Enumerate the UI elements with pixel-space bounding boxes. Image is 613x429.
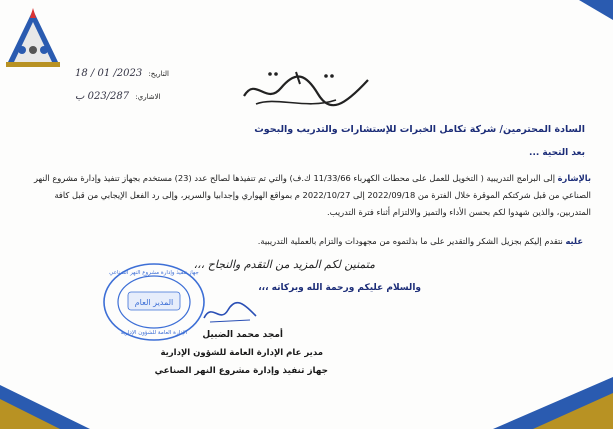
body-paragraph bbox=[19, 170, 591, 221]
greeting-line: بعد التحية ... bbox=[529, 148, 585, 158]
date-value: 2023/ 01 / 18 bbox=[75, 68, 143, 79]
reference-field bbox=[75, 91, 161, 102]
official-stamp bbox=[102, 262, 206, 342]
stamp-ring-text: جهاز تنفيذ وإدارة مشروع النهر الصناعي bbox=[109, 270, 199, 276]
signatory-position: مدير عام الإدارة العامة للشؤون الإدارية bbox=[160, 348, 323, 358]
corner-decoration-top-right bbox=[579, 0, 613, 20]
handwritten-signature bbox=[200, 298, 260, 328]
stamp-center-text: المدير العام bbox=[134, 298, 174, 307]
closing-line: والسلام عليكم ورحمة الله وبركاته ،،، bbox=[258, 283, 421, 293]
body-text: إلى البرامج التدريبية ( التخويل للعمل على محطات الكهرباء 11/33/66 ك.ف) والتي تم تنفيذها لصالح عدد (23) مستخدم بجهاز تنفيذ وإدارة مشروع النهر الصناعي من قبل شركتكم الموقرة خلال الفترة من 2022/09/18 إلى 2022/10/27 م بمواقع الهواري وإجدابيا والسرير، وإلى رد الفعل الإيجابي من قبل كافة المتدربين، والذين شهدوا لكم بحسن الأداء والتميز والالتزام أثناء فترة التدريب. bbox=[33, 173, 591, 217]
company-logo-icon bbox=[0, 0, 66, 72]
date-field bbox=[75, 68, 169, 79]
thanks-lead-word: عليه bbox=[565, 236, 583, 246]
date-label: التاريخ: bbox=[148, 70, 169, 78]
thanks-text: نتقدم إليكم بجزيل الشكر والتقدير على ما بذلتموه من مجهودات والتزام بالعملية التدريبية. bbox=[257, 236, 566, 246]
thanks-paragraph bbox=[258, 236, 583, 246]
stamp-bottom-text: الإدارة العامة للشؤون الإدارية bbox=[120, 330, 188, 336]
body-lead-word: بالإشارة bbox=[557, 173, 591, 183]
corner-decoration-bottom-left-gold bbox=[0, 399, 60, 429]
reference-label: الاشاري: bbox=[135, 93, 161, 101]
signatory-organization: جهاز تنفيذ وإدارة مشروع النهر الصناعي bbox=[154, 366, 328, 376]
handwritten-wishes: متمنين لكم المزيد من التقدم والنجاح ،،، bbox=[193, 258, 375, 271]
reference-value: 023/287 ب bbox=[75, 91, 130, 102]
thanks-title-calligraphy bbox=[236, 66, 376, 112]
corner-decoration-bottom-right-gold bbox=[533, 393, 613, 429]
addressee-line: السادة المحترمين/ شركة تكامل الخبرات للإستشارات والتدريب والبحوث bbox=[254, 124, 585, 135]
signatory-name: أمجد محمد الضبيل bbox=[202, 330, 283, 340]
